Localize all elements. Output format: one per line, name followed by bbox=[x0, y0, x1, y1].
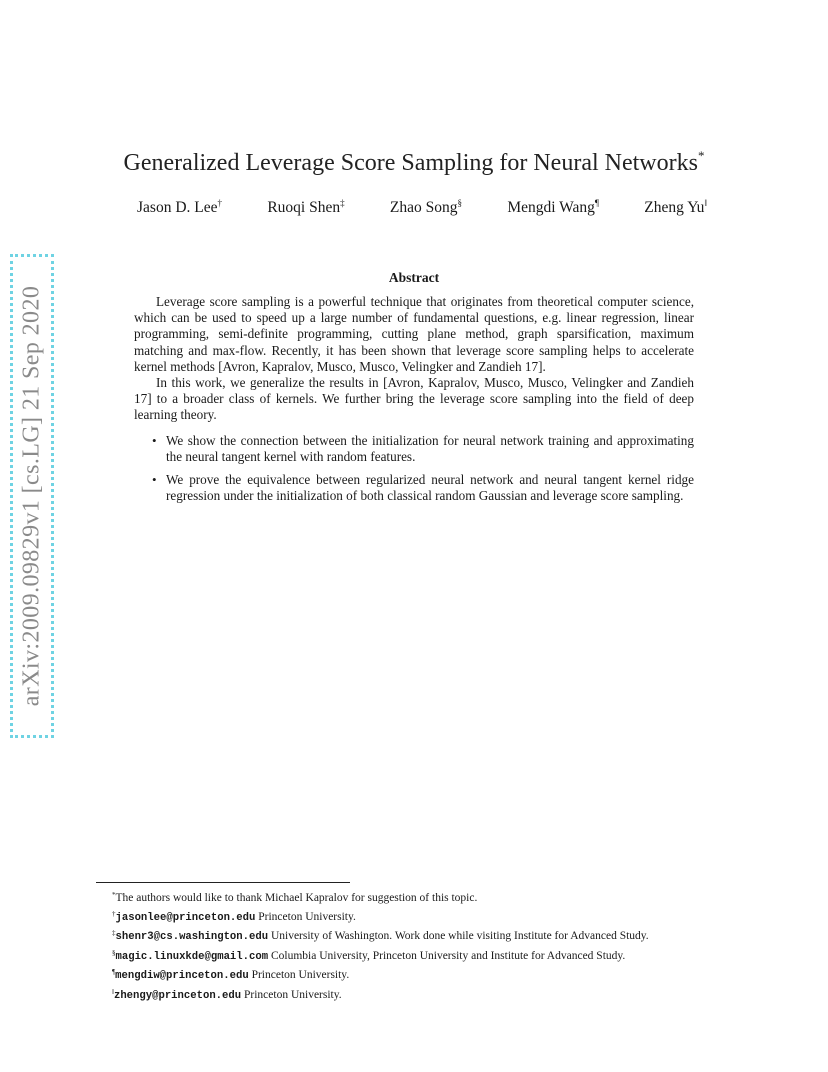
author-name: Ruoqi Shen bbox=[267, 199, 341, 216]
arxiv-identifier: arXiv:2009.09829v1 [cs.LG] 21 Sep 2020 bbox=[18, 285, 45, 707]
arxiv-stamp bbox=[10, 254, 54, 738]
abstract-paragraph: In this work, we generalize the results in [Avron, Kapralov, Musco, Musco, Velingker and Zandieh 17] to a broader class of kernels. We further bring the leverage score sampling into the field of deep learning theory. bbox=[134, 375, 694, 423]
footnote-mark: § bbox=[112, 948, 116, 957]
footnote bbox=[112, 907, 752, 927]
footnote-mark: † bbox=[112, 909, 116, 918]
author-footnote-mark: ‡ bbox=[340, 198, 345, 208]
footnote-email: zhengy@princeton.edu bbox=[113, 989, 242, 1002]
footnotes bbox=[112, 888, 752, 1004]
footnote-text: Princeton University. bbox=[258, 910, 356, 923]
footnote-email: jasonlee@princeton.edu bbox=[115, 911, 256, 924]
author-footnote-mark: † bbox=[217, 198, 222, 208]
footnote-mark: ‖ bbox=[112, 987, 114, 996]
bullet-icon: • bbox=[152, 432, 157, 448]
footnote-email: magic.linuxkde@gmail.com bbox=[115, 950, 269, 963]
author-name: Mengdi Wang bbox=[507, 199, 595, 216]
author bbox=[390, 198, 462, 217]
author bbox=[507, 198, 599, 217]
paper-title bbox=[0, 148, 828, 177]
list-item bbox=[152, 432, 694, 465]
list-item-text: We show the connection between the initialization for neural network training and approximating the neural tangent kernel with random features. bbox=[166, 432, 694, 464]
bullet-icon: • bbox=[152, 472, 157, 488]
footnote-text: University of Washington. Work done while visiting Institute for Advanced Study. bbox=[270, 930, 649, 942]
abstract-heading: Abstract bbox=[388, 270, 440, 285]
contribution-list bbox=[134, 433, 694, 505]
author bbox=[137, 198, 222, 217]
footnote bbox=[112, 926, 752, 946]
footnote bbox=[112, 946, 752, 966]
abstract-body bbox=[134, 294, 694, 511]
author-footnote-mark: ¶ bbox=[594, 198, 599, 208]
author-name: Jason D. Lee bbox=[137, 199, 218, 216]
author-list bbox=[137, 198, 707, 217]
author-name: Zhao Song bbox=[389, 199, 458, 216]
author-footnote-mark: § bbox=[457, 198, 462, 208]
abstract-paragraph: Leverage score sampling is a powerful technique that originates from theoretical computer science, which can be used to speed up a large number of fundamental questions, e.g. linear regression, linear programming, semi-definite programming, cutting plane method, graph sparsification, maximum matching and max-flow. Recently, it has been shown that leverage score sampling helps to accelerate kernel methods [Avron, Kapralov, Musco, Musco, Velingker and Zandieh 17]. bbox=[134, 294, 694, 374]
list-item bbox=[152, 472, 694, 504]
title-footnote-mark: * bbox=[697, 148, 705, 163]
author bbox=[644, 198, 707, 217]
author-name: Zheng Yu bbox=[644, 199, 705, 216]
footnote-mark: ¶ bbox=[112, 968, 116, 976]
footnote-text: The authors would like to thank Michael Kapralov for suggestion of this topic. bbox=[115, 892, 478, 904]
footnote bbox=[112, 985, 752, 1005]
footnote-email: shenr3@cs.washington.edu bbox=[115, 931, 269, 943]
list-item-text: We prove the equivalence between regularized neural network and neural tangent kernel ridge regression under the initialization of both classical random Gaussian and leverage score sampling. bbox=[166, 472, 694, 504]
footnote-mark: * bbox=[112, 891, 116, 899]
footnote-text: Columbia University, Princeton University and Institute for Advanced Study. bbox=[270, 949, 626, 962]
footnote bbox=[112, 888, 752, 907]
footnote-text: Princeton University. bbox=[244, 988, 342, 1001]
footnote bbox=[112, 965, 752, 985]
footnote-mark: ‡ bbox=[112, 929, 116, 937]
footnote-email: mengdiw@princeton.edu bbox=[115, 970, 249, 982]
footnote-rule bbox=[96, 882, 350, 883]
author bbox=[267, 198, 344, 217]
title-text: Generalized Leverage Score Sampling for Neural Networks bbox=[123, 150, 698, 176]
author-footnote-mark: ‖ bbox=[704, 198, 707, 208]
footnote-text: Princeton University. bbox=[251, 969, 350, 981]
